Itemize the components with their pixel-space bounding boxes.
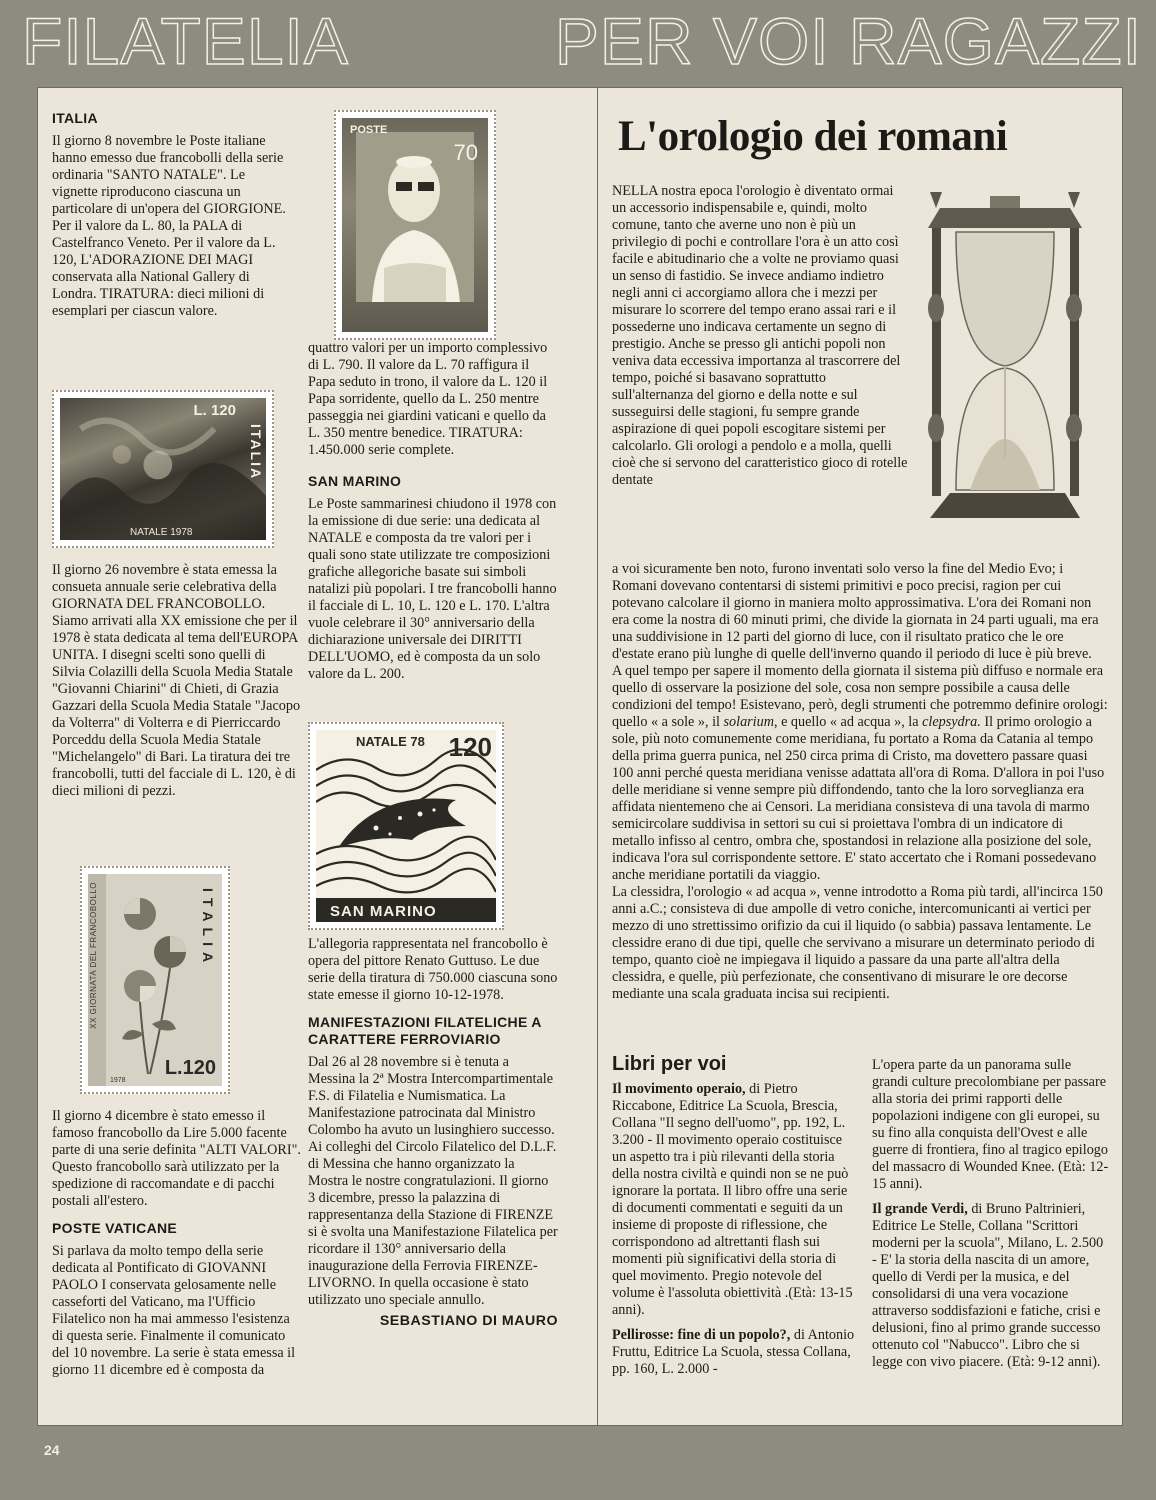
- stamp-san-marino: [308, 722, 504, 930]
- article-intro-column: [612, 183, 908, 489]
- san-marino-text: Le Poste sammarinesi chiudono il 1978 con la emissione di due serie: una dedicata al NATALE e composta da tre valori per i quali sono state utilizzate tre composizioni grafiche allegoriche basate sui simboli natalizi più popolari. I tre francobolli hanno il facciale di L. 10, L. 120 e L. 170. L'altra vuole celebrare il 30° anniversario della dichiarazione universale dei DIRITTI DELL'UOMO, ed è composta da un solo valore da L. 200.: [308, 496, 557, 682]
- header-per-voi-ragazzi: PER VOI RAGAZZI: [554, 4, 1142, 78]
- stamp3-value: 70: [453, 140, 478, 165]
- stamp1-country: ITALIA: [248, 424, 264, 481]
- stamp-giornata-francobollo: [80, 866, 230, 1094]
- orologio-panel: [598, 88, 1122, 1425]
- stamp4-country: SAN MARINO: [330, 903, 437, 920]
- left-column-top: [52, 110, 287, 320]
- vaticane-continued-text: quattro valori per un importo complessivo di L. 790. Il valore da L. 70 raffigura il Papa seduto in trono, il valore da L. 120 il Papa sorridente, quello da L. 250 mentre passeggia nei giardini vaticani e quello da L. 350 mentre benedice. TIRATURA: 1.450.000 serie complete.: [308, 340, 548, 458]
- stamp3-country: POSTE: [350, 124, 388, 136]
- vaticane-text: Si parlava da molto tempo della serie dedicata al Pontificato di GIOVANNI PAOLO I conservata gelosamente nelle casseforti del Vaticano, ma l'Ufficio Filatelico non ha mai ammesso l'esistenza di questa serie. Finalmente il comunicato del 10 novembre. La serie è stata emessa il giorno 11 dicembre ed è composta da: [52, 1243, 296, 1378]
- stamp1-value: L. 120: [193, 402, 236, 419]
- article-paragraph-2: A quel tempo per sapere il momento della giornata il sistema più diffuso e normale era quello di osservare la posizione del sole, cosa non sempre possibile a causa delle condizioni del tempo! Esistevano, però, degli strumenti che potremmo definire orologi: quello « a sole », il solarium, e quello « ad acqua », la clepsydra. Il primo orologio a sole, più noto comunemente come meridiana, fu portato a Roma da Catania al tempo della prima guerra punica, nel 250 circa prima di Cristo, ma dovettero passare quasi 100 anni perché questa meridiana venisse adattata all'ora di Roma. D'allora in poi l'uso delle meridiane si venne sempre più diffondendo, tanto che la loro sorveglianza era affidata nientemeno che ai Censori. La meridiana consisteva di una tavola di marmo semicircolare suddivisa in settori su cui si proiettava l'ombra di un indicatore di metallo infisso al centro, ombra che, spostandosi in relazione alla posizione del sole, indicava l'ora sul corrispondente settore. E' stato accertato che i Romani possedevano anche meridiane portatili da viaggio.: [612, 663, 1108, 883]
- allegoria-text: L'allegoria rappresentata nel francobollo è opera del pittore Renato Guttuso. Le due serie della tiratura di 750.000 ciascuna sono state emesse il giorno 10-12-1978.: [308, 936, 558, 1003]
- libri-column-right: [872, 1057, 1110, 1371]
- heading-italia: ITALIA: [52, 110, 98, 126]
- heading-manifestazioni: MANIFESTAZIONI FILATELICHE A CARATTERE FERROVIARIO: [308, 1014, 542, 1047]
- stamp4-value: 120: [448, 732, 492, 762]
- giornata-text: Il giorno 26 novembre è stata emessa la consueta annuale serie celebrativa della GIORNATA DEL FRANCOBOLLO. Siamo arrivati alla XX emissione che per il 1978 è stata dedicata al tema dell'EUROPA UNITA. I disegni scelti sono quelli di Silvia Colazilli della Scuola Media Statale "Giovanni Chiarini" di Chieti, di Grazia Gazzari della Scuola Media Statale "Jacopo da Volterra" di Volterra e di Pierriccardo Porceddu della Scuola Media Statale "Michelangelo" di Bari. La tiratura dei tre francobolli, tutti del facciale di L. 120, è di dieci milioni di pezzi.: [52, 562, 301, 799]
- book-movimento-operaio: Il movimento operaio, di Pietro Riccabone, Editrice La Scuola, Brescia, Collana "Il segno dell'uomo", pp. 192, L. 3.200 - Il movimento operaio costituisce un aspetto tra i più rilevanti della storia della nostra civiltà e quindi non se ne può ignorare la portata. Il libro offre una serie di documenti commentati e seguiti da un insieme di proposte di riflessione, che corrispondono ad altrettanti flash sui momenti più significativi della storia di quel movimento. Pregio notevole del volume è l'assoluta obiettività .(Età: 13-15 anni).: [612, 1081, 853, 1318]
- header-filatelia: FILATELIA: [22, 4, 349, 78]
- italia-text: Il giorno 8 novembre le Poste italiane hanno emesso due francobolli della serie ordinaria "SANTO NATALE". Le vignette riproducono ciascuna un particolare di un'opera del GIORGIONE. Per il valore da L. 80, la PALA di Castelfranco Veneto. Per il valore da L. 120, L'ADORAZIONE DEI MAGI conservata alla National Gallery di Londra. TIRATURA: dieci milioni di esemplari per ciascun valore.: [52, 133, 286, 319]
- book-pellirosse-continued: L'opera parte da un panorama sulle grandi culture precolombiane per passare alla storia dei primi rapporti delle popolazioni indigene con gli europei, su su fino alla conquista dell'Ovest e alle guerre di frontiera, fino al tragico epilogo del massacro di Wounded Knee. (Età: 12-15 anni).: [872, 1057, 1109, 1192]
- alti-valori-text: Il giorno 4 dicembre è stato emesso il famoso francobollo da Lire 5.000 facente parte di una serie definita "ALTI VALORI". Questo francobollo sarà utilizzato per la spedizione di raccomandate e di pacchi postali all'estero.: [52, 1108, 301, 1209]
- libri-column-left: [612, 1053, 856, 1378]
- author-signature: SEBASTIANO DI MAURO: [379, 1313, 558, 1329]
- giornata-column: [52, 562, 302, 800]
- article-paragraph-3: La clessidra, l'orologio « ad acqua », venne introdotto a Roma più tardi, all'incirca 150 anni a.C.; consisteva di due ampolle di vetro coniche, intercomunicanti ai vertici per mezzo di uno strettissimo orifizio da cui il liquido (o sabbia) passava lentamente. Le clessidre erano di due tipi, quelle che servivano a misurare un determinato periodo di tempo, quanto cioè ne impiegava il liquido a passare da una parte all'altra della clessidra, e quelle, più perfezionate, che consentivano di misurare le ore decorse mediante una scala graduata incisa sui recipienti.: [612, 884, 1103, 1002]
- stamp2-value: L.120: [164, 1057, 216, 1079]
- stamp2-caption: 1978: [110, 1077, 126, 1084]
- libri-title: Libri per voi: [612, 1053, 727, 1075]
- stamp-natale-1978: [52, 390, 274, 548]
- stamp-poste-vaticane: [334, 110, 496, 340]
- article-body: [612, 561, 1108, 1003]
- stamp1-caption: NATALE 1978: [130, 527, 193, 538]
- middle-column-bottom: [308, 936, 558, 1330]
- stamp2-country: ITALIA: [200, 888, 216, 969]
- book-pellirosse: Pellirosse: fine di un popolo?, di Antonio Fruttu, Editrice La Scuola, stessa Collana, pp. 160, L. 2.000 -: [612, 1327, 855, 1377]
- middle-column: [308, 340, 558, 683]
- stamp4-title: NATALE 78: [356, 734, 425, 749]
- heading-poste-vaticane: POSTE VATICANE: [52, 1220, 178, 1236]
- page-number: 24: [44, 1442, 60, 1458]
- article-intro: NELLA nostra epoca l'orologio è diventato ormai un accessorio indispensabile e, quindi, molto comune, tanto che averne uno non è più un privilegio di pochi e controllare l'ora è un atto così facile e abitudinario che a volte ne proviamo quasi un senso di fastidio. Se invece andiamo indietro negli anni ci accorgiamo allora che i mezzi per misurare lo scorrere del tempo erano assai rari e il possederne uno indicava certamente un segno di prestigio. Anche se presso gli antichi popoli non veniva data eccessiva importanza al trascorrere del tempo, poiché si basavano soprattutto sull'alternanza del giorno e della notte e sul susseguirsi delle stagioni, fu sempre grande aspirazione di quei popoli escogitare sistemi per calcolarlo. Gli orologi a pendolo e a molla, quelli cioè che si servono del caratteristico gioco di rotelle dentate: [612, 183, 908, 488]
- heading-san-marino: SAN MARINO: [308, 473, 402, 489]
- stamp2-side-text: XX GIORNATA DEL FRANCOBOLLO: [89, 882, 98, 1029]
- manifestazioni-text: Dal 26 al 28 novembre si è tenuta a Messina la 2ª Mostra Intercompartimentale F.S. di Filatelia e Numismatica. La Manifestazione patrocinata dal Ministro Colombo ha avuto un lusinghiero successo. Ai colleghi del Circolo Filatelico del D.L.F. di Messina che hanno organizzato la Mostra le nostre congratulazioni. Il giorno 3 dicembre, presso la palazzina di rappresentanza della Stazione di FIRENZE si è svolta una Manifestazione Filatelica per ricordare il 130° anniversario della inaugurazione della Ferrovia FIRENZE-LIVORNO. In quella occasione è stato utilizzato uno speciale annullo.: [308, 1054, 558, 1308]
- filatelia-panel: [38, 88, 600, 1425]
- hourglass-photo: [910, 188, 1100, 528]
- article-title: L'orologio dei romani: [618, 113, 1008, 160]
- article-paragraph-1: a voi sicuramente ben noto, furono inventati solo verso la fine del Medio Evo; i Romani dovevano contentarsi di sistemi primitivi e poco precisi, ragion per cui potevano calcolare il giorno in maniera molto approssimativa. L'ora dei Romani non era come la nostra di 60 minuti primi, che divide la giornata in 24 parti uguali, ma era una suddivisione in 12 parti del giorno di luce, con il risultato pratico che le ore d'estate erano più lunghe di quelle dell'inverno quando il periodo di luce è più breve.: [612, 561, 1099, 662]
- left-column-bottom: [52, 1108, 302, 1379]
- book-grande-verdi: Il grande Verdi, di Bruno Paltrinieri, Editrice Le Stelle, Collana "Scrittori moderni per la scuola", Milano, L. 2.500 - E' la storia della nascita di un amore, quello di Verdi per la musica, e del consolidarsi di una vera vocazione attraverso soddisfazioni e fatiche, crisi e delusioni, fino al primo grande successo ottenuto col "Nabucco". Libro che si legge con vivo piacere. (Età: 9-12 anni).: [872, 1201, 1104, 1370]
